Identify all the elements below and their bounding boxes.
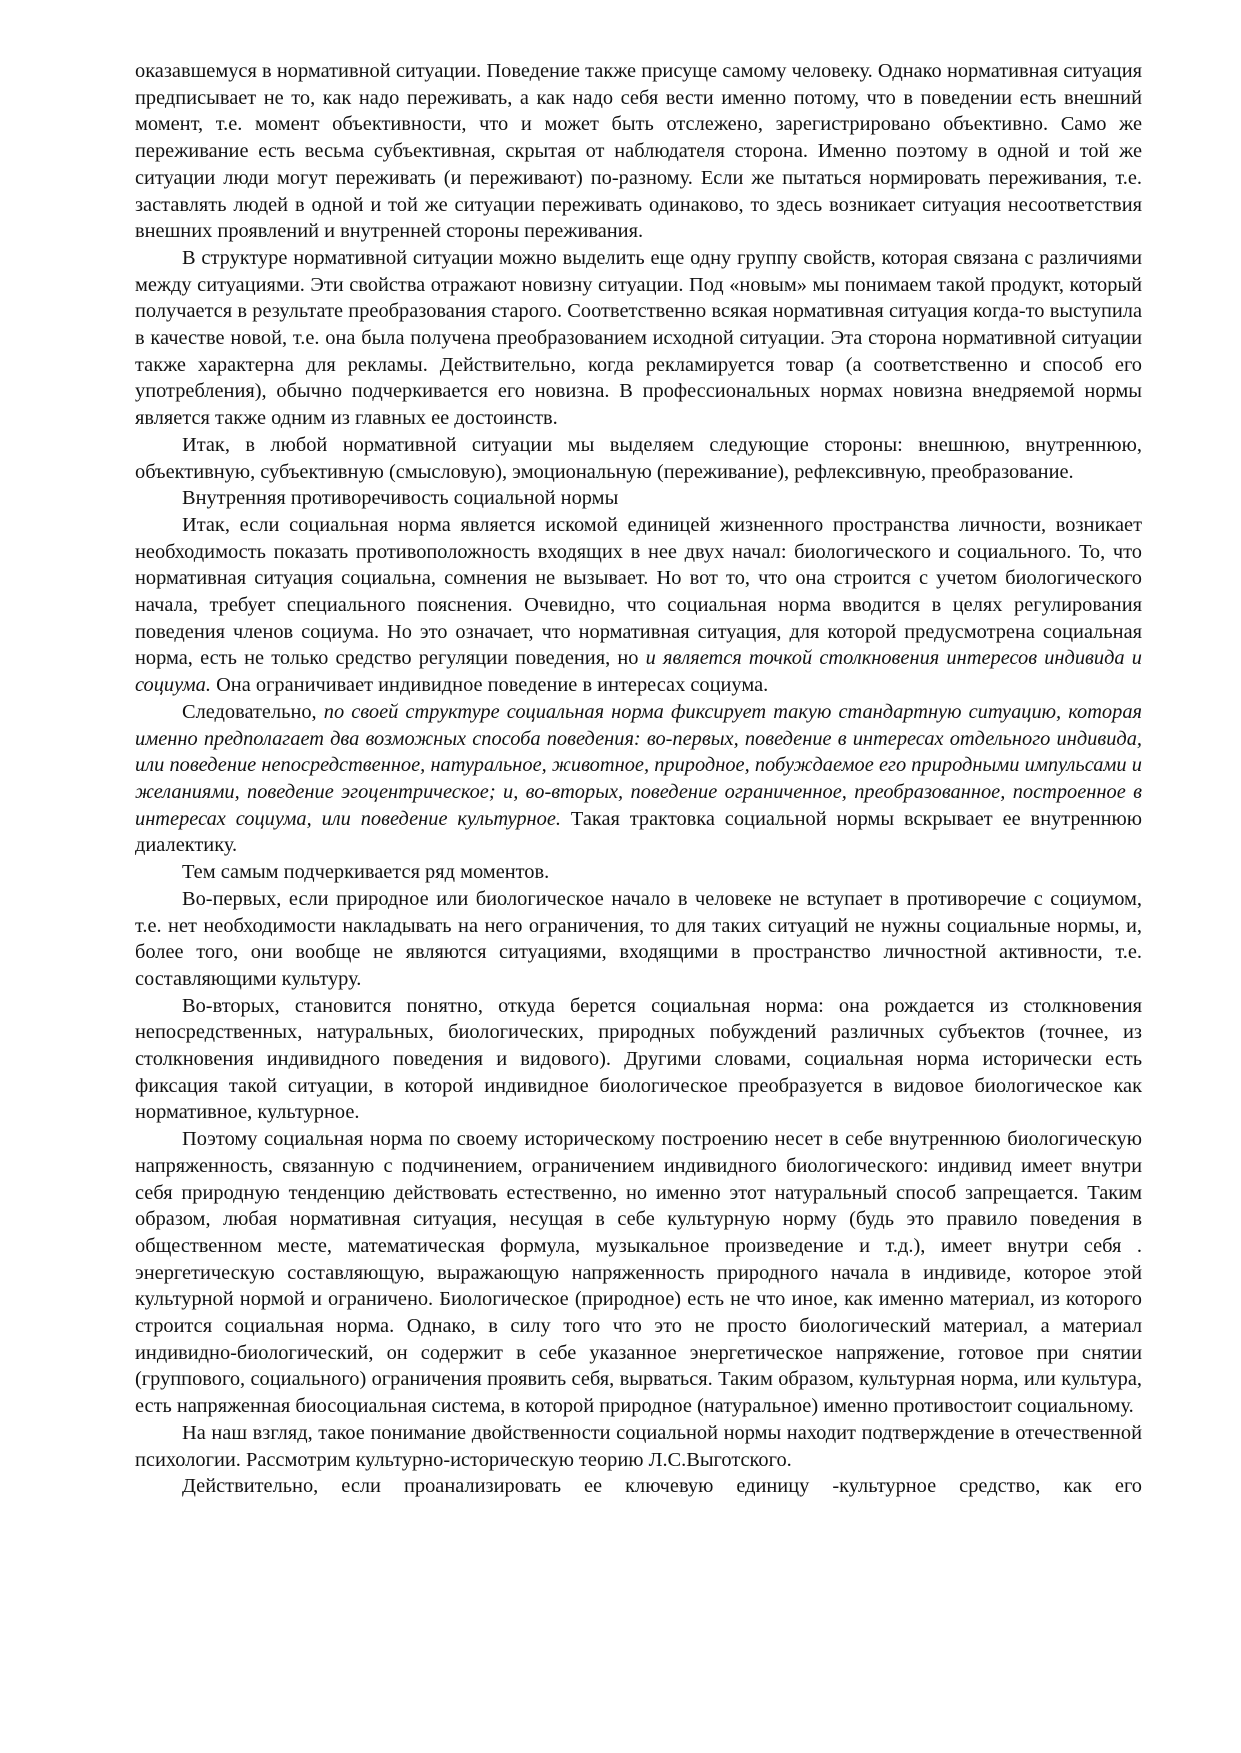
text-run: Внутренняя противоречивость социальной нормы (182, 487, 619, 510)
italic-text: по своей структуре социальная норма фиксирует такую стандартную ситуацию, которая именно предполагает два возможных способа поведения: во-первых, поведение в интересах отдельного индивида, или поведение непосредственное, натуральное, животное, природное, побуждаемое его природными импульсами и желаниями, поведение эгоцентрическое; и, во-вторых, поведение ограниченное, преобразованное, построенное в интересах социума, или поведение культурное. (135, 700, 1142, 830)
paragraph (135, 245, 1142, 432)
text-run: Следовательно, (182, 700, 324, 723)
paragraph (135, 859, 1142, 886)
paragraph (135, 485, 1142, 512)
text-run: На наш взгляд, такое понимание двойственности социальной нормы находит подтверждение в отечественной психологии. Рассмотрим культурно-историческую теорию Л.С.Выготского. (135, 1421, 1142, 1471)
paragraph (135, 58, 1142, 245)
text-run: В структуре нормативной ситуации можно выделить еще одну группу свойств, которая связана с различиями между ситуациями. Эти свойства отражают новизну ситуации. Под «новым» мы понимаем такой продукт, который получается в результате преобразования старого. Соответственно всякая нормативная ситуация когда-то выступила в качестве новой, т.е. она была получена преобразованием исходной ситуации. Эта сторона нормативной ситуации также характерна для рекламы. Действительно, когда рекламируется товар (а соответственно и способ его употребления), обычно подчеркивается его новизна. В профессиональных нормах новизна внедряемой нормы является также одним из главных ее достоинств. (135, 246, 1142, 430)
paragraph (135, 699, 1142, 859)
paragraph (135, 1126, 1142, 1420)
text-run: Она ограничивает индивидное поведение в интересах социума. (210, 674, 769, 697)
document-page (135, 58, 1142, 1500)
text-run: Итак, в любой нормативной ситуации мы выделяем следующие стороны: внешнюю, внутреннюю, объективную, субъективную (смысловую), эмоциональную (переживание), рефлексивную, преобразование. (135, 433, 1142, 483)
paragraph (135, 512, 1142, 699)
paragraph (135, 993, 1142, 1127)
text-run: Во-первых, если природное или биологическое начало в человеке не вступает в противоречие с социумом, т.е. нет необходимости накладывать на него ограничения, то для таких ситуаций не нужны социальные нормы, и, более того, они вообще не являются ситуациями, входящими в пространство личностной активности, т.е. составляющими культуру. (135, 887, 1142, 990)
paragraph (135, 1420, 1142, 1473)
text-run: Тем самым подчеркивается ряд моментов. (182, 861, 550, 884)
italic-text: и является точкой столкновения интересов индивида и социума. (135, 647, 1142, 697)
paragraph (135, 432, 1142, 485)
text-run: Поэтому социальная норма по своему историческому построению несет в себе внутреннюю биологическую напряженность, связанную с подчинением, ограничением индивидного биологического: индивид имеет внутри себя природную тенденцию действовать естественно, но именно этот натуральный способ запрещается. Таким образом, любая нормативная ситуация, несущая в себе культурную норму (будь это правило поведения в общественном месте, математическая формула, музыкальное произведение и т.д.), имеет внутри себя . энергетическую составляющую, выражающую напряженность природного начала в индивиде, которое этой культурной нормой и ограничено. Биологическое (природное) есть не что иное, как именно материал, из которого строится социальная норма. Однако, в силу того что это не просто биологический материал, а материал индивидно-биологический, он содержит в себе указанное энергетическое напряжение, готовое при снятии (группового, социального) ограничения проявить себя, вырваться. Таким образом, культурная норма, или культура, есть напряженная биосоциальная система, в которой природное (натуральное) именно противостоит социальному. (135, 1128, 1142, 1418)
paragraph (135, 886, 1142, 993)
text-run: Действительно, если проанализировать ее ключевую единицу -культурное средство, как его (182, 1475, 1142, 1498)
text-run: Во-вторых, становится понятно, откуда берется социальная норма: она рождается из столкновения непосредственных, натуральных, биологических, природных побуждений различных субъектов (точнее, из столкновения индивидного поведения и видового). Другими словами, социальная норма исторически есть фиксация такой ситуации, в которой индивидное биологическое преобразуется в видовое биологическое как нормативное, культурное. (135, 994, 1142, 1124)
paragraph (135, 1473, 1142, 1500)
text-run: оказавшемуся в нормативной ситуации. Поведение также присуще самому человеку. Однако нормативная ситуация предписывает не то, как надо переживать, а как надо себя вести именно потому, что в поведении есть внешний момент, т.е. момент объективности, что и может быть отслежено, зарегистрировано объективно. Само же переживание есть весьма субъективная, скрытая от наблюдателя сторона. Именно поэтому в одной и той же ситуации люди могут переживать (и переживают) по-разному. Если же пытаться нормировать переживания, т.е. заставлять людей в одной и той же ситуации переживать одинаково, то здесь возникает ситуация несоответствия внешних проявлений и внутренней стороны переживания. (135, 60, 1142, 243)
text-run: Итак, если социальная норма является искомой единицей жизненного пространства личности, возникает необходимость показать противоположность входящих в нее двух начал: биологического и социального. То, что нормативная ситуация социальна, сомнения не вызывает. Но вот то, что она строится с учетом биологического начала, требует специального пояснения. Очевидно, что социальная норма вводится в целях регулирования поведения членов социума. Но это означает, что нормативная ситуация, для которой предусмотрена социальная норма, есть не только средство регуляции поведения, но (135, 513, 1142, 670)
text-run: Такая трактовка социальной нормы вскрывает ее внутреннюю диалектику. (135, 807, 1142, 857)
